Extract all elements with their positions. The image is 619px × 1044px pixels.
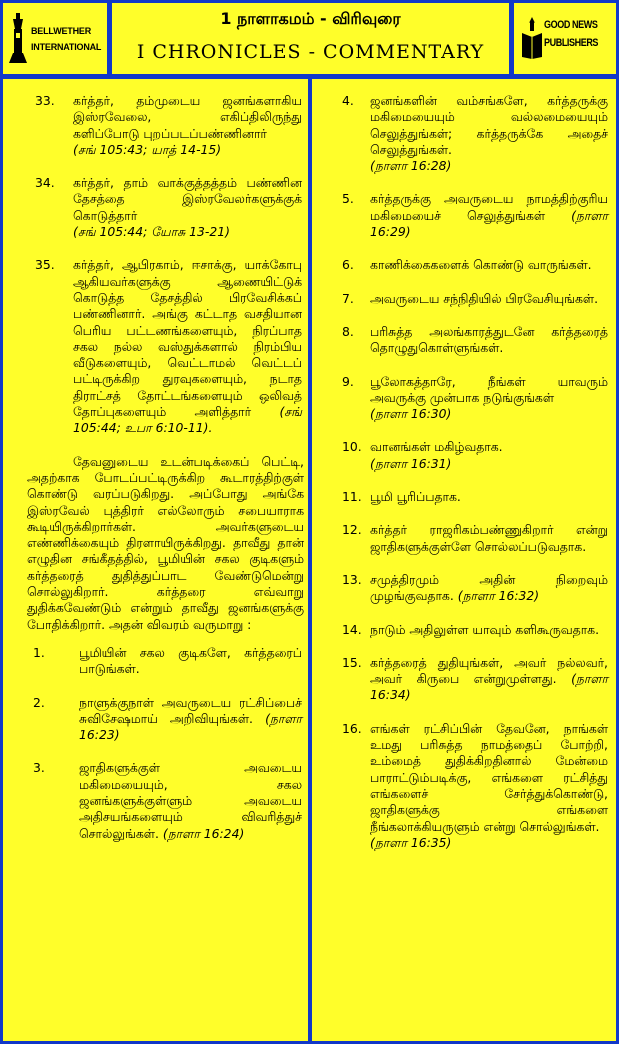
item-reference: (நாளா 16:32) [457,588,540,604]
list-item [342,374,608,423]
item-text: ஜனங்களின் வம்சங்களே, கர்த்தருக்கு மகிமையையும் வல்லமையையும் செலுத்துங்கள்; கர்த்தருக்கே அதைச் செலுத்துங்கள். [370,93,608,157]
item-number: 8. [342,323,354,339]
item-text: கர்த்தர், தாம் வாக்குத்தத்தம் பண்ணின தேசத்தை இஸ்ரவேலர்களுக்குக் கொடுத்தார் [73,175,302,223]
item-reference: (நாளா 16:31) [370,455,452,471]
item-number: 7. [342,290,354,306]
item-text: கர்த்தருக்கு அவருடைய நாமத்திற்குரிய மகிமையைச் செலுத்துங்கள் [370,191,608,223]
list-item [342,93,608,174]
item-text: பரிசுத்த அலங்காரத்துடனே கர்த்தரைத் தொழுதுகொள்ளுங்கள். [370,323,608,356]
bellwether-logo-panel [3,3,107,74]
title-english: I CHRONICLES - COMMENTARY [136,41,485,63]
item-text: நாளுக்குநாள் அவருடைய ரட்சிப்பைச் சுவிசேஷமாய் அறிவியுங்கள். [79,694,302,726]
book-icon [522,17,542,59]
list-item [35,257,302,436]
item-number: 12. [342,522,362,538]
item-number: 6. [342,257,354,273]
item-reference: (நாளா 16:28) [370,158,452,174]
title-tamil: 1 நாளாகமம் - விரிவுரை [220,9,401,28]
list-item [33,645,302,678]
item-reference: (சங் 105:44; யோசு 13-21) [73,224,230,240]
item-text: கர்த்தர், தம்முடைய ஜனங்களாகிய இஸ்ரவேலை, எகிப்திலிருந்து களிப்போடு புறப்படப்பண்ணினார் [73,93,302,141]
good-news-logo [522,13,612,65]
item-number: 4. [342,93,354,108]
list-item [342,622,608,638]
item-text: காணிக்கைகளைக் கொண்டு வாருங்கள். [370,257,592,273]
good-news-logo-panel [514,3,616,74]
item-reference: (நாளா 16:34) [370,671,608,703]
item-reference: (நாளா 16:29) [370,207,608,240]
list-item [35,175,302,240]
item-text: எங்கள் ரட்சிப்பின் தேவனே, நாங்கள் உமது பரிசுத்த நாமத்தைப் போற்றி, உம்மைத் துதிக்கிறதினால் மேன்மை பாராட்டும்படிக்கு, எங்களை ரட்சித்து எங்களைச் சேர்த்துக்கொண்டு, ஜாதிகளுக்கு எங்களை நீங்கலாக்கியருளும் என்று சொல்லுங்கள். [370,720,608,834]
item-number: 10. [342,439,362,455]
item-number: 5. [342,191,354,207]
item-text: அவருடைய சந்நிதியில் பிரவேசியுங்கள். [370,290,599,306]
list-item [342,721,608,851]
item-text: கர்த்தரைத் துதியுங்கள், அவர் நல்லவர், அவர் கிருபை என்றுமுள்ளது. [370,654,608,687]
list-item [342,655,608,704]
item-number: 2. [33,694,45,710]
list-item [342,572,608,605]
logo-line-2: INTERNATIONAL [31,42,102,52]
item-number: 33. [35,93,55,108]
logo-line-1: GOOD NEWS [544,19,598,31]
item-number: 15. [342,654,362,670]
item-text: ஜாதிகளுக்குள் அவடைய மகிமையையும், சகல ஜனங்களுக்குள்ளும் அவடைய அதிசயங்களையும் விவரித்துச் சொல்லுங்கள். [79,760,302,841]
item-number: 34. [35,175,55,191]
praise-list [33,645,302,842]
list-item [342,489,608,505]
right-column [312,79,616,1041]
item-text: நாடும் அதிலுள்ள யாவும் களிகூருவதாக. [370,621,600,637]
list-item [342,191,608,240]
item-text: வானங்கள் மகிழ்வதாக. [370,439,503,455]
logo-line-1: BELLWETHER [31,26,91,36]
item-reference: (சங் 105:43; யாத் 14-15) [73,141,222,157]
item-text: சமுத்திரமும் அதின் நிறைவும் முழங்குவதாக. [370,571,608,604]
item-reference: (நாளா 16:24) [162,825,245,841]
item-text: கர்த்தர், ஆபிரகாம், ஈசாக்கு, யாக்கோபு ஆகியவர்களுக்கு ஆணையிட்டுக் கொடுத்த தேசத்தில் பிரவேசிக்கப் பண்ணினார். அங்கு கட்டாத வசதியான பெரிய பட்டணங்களையும், நிரப்பாத சகல நல்ல வஸ்துக்களால் நிரம்பிய வீடுகளையும், வெட்டாமல் வெட்டப் பட்டிருக்கிற துரவுகளையும், நடாத திராட்சத் தோட்டங்களையும் ஒலிவத் தோப்புகளையும் அளித்தார் [73,257,302,420]
item-number: 9. [342,373,354,389]
list-item [342,522,608,555]
tower-icon [9,13,27,63]
item-reference: (நாளா 16:30) [370,406,452,422]
list-item [342,291,608,307]
item-reference: (சங் 105:44; உபா 6:10-11). [73,404,302,436]
list-item [342,324,608,357]
commentary-paragraph: தேவனுடைய உடன்படிக்கைப் பெட்டி, அதற்காக போடப்பட்டிருக்கிற கூடாரத்திற்குள் கொண்டு வரப்படுகிறது. அப்போது அங்கே இஸ்ரவேல் புத்திரர் எல்லோரும் சபையாராக கூடியிருக்கிறார்கள். அவர்களுடைய எண்ணிக்கையும் திரளாயிருக்கிறது. தாவீது தான் எழுதின சங்கீதத்தில், பூமியின் சகல குடிகளும் கர்த்தரைத் துதித்துப்பாட வேண்டுமென்று சொல்லுகிறார். கர்த்தரை எவ்வாறு துதிக்கவேண்டும் என்றும் தாவீது ஜனங்களுக்கு போதிக்கிறார். அதன் விவரம் வருமாறு : [27,453,304,632]
logo-line-2: PUBLISHERS [544,37,599,49]
list-item [33,695,302,744]
item-number: 1. [33,644,45,660]
list-item [35,93,302,158]
item-text: பூமியின் சகல குடிகளே, கர்த்தரைப் பாடுங்கள். [79,644,302,677]
item-number: 14. [342,621,362,637]
title-panel [112,3,509,74]
item-number: 13. [342,571,362,587]
list-item [33,760,302,841]
list-item [342,257,608,273]
item-number: 16. [342,720,362,736]
bellwether-logo [9,13,101,65]
item-number: 35. [35,257,55,273]
item-number: 3. [33,760,45,776]
left-column [3,79,308,1041]
item-text: பூலோகத்தாரே, நீங்கள் யாவரும் அவருக்கு முன்பாக நடுங்குங்கள் [370,373,608,405]
item-number: 11. [342,489,362,505]
item-text: கர்த்தர் ராஜரிகம்பண்ணுகிறார் என்று ஜாதிகளுக்குள்ளே சொல்லப்படுவதாக. [370,522,608,554]
numbered-items [35,93,302,437]
list-item [342,439,608,472]
item-text: பூமி பூரிப்பதாக. [370,489,461,505]
item-reference: (நாளா 16:35) [370,834,452,850]
item-reference: (நாளா 16:23) [79,710,302,743]
